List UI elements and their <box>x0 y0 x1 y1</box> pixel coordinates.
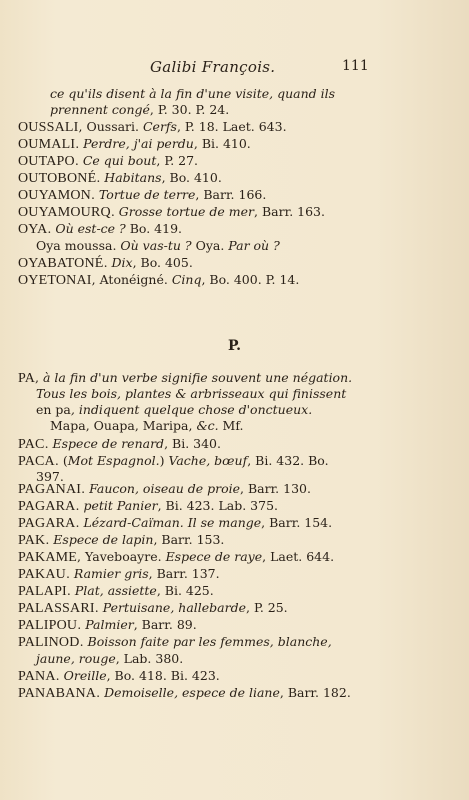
definition-text: Ramier gris <box>73 566 149 581</box>
reference-text: . <box>65 566 74 581</box>
headword: PAGARA <box>18 516 76 531</box>
reference-text: , Bo. 405. <box>132 255 193 270</box>
reference-text: , P. 25. <box>246 600 288 615</box>
reference-text: , Oussari. <box>78 119 143 134</box>
definition-text: Faucon, oiseau de proie <box>89 481 241 496</box>
headword: OUYAMOURQ <box>18 205 111 220</box>
reference-text: . <box>74 153 83 168</box>
entry-line <box>18 685 351 702</box>
definition-text: Palmier <box>85 617 134 632</box>
reference-text: . <box>55 668 64 683</box>
reference-text: , P. 18. Laet. 643. <box>176 119 287 134</box>
definition-text: Cerfs <box>142 119 177 134</box>
headword: PANA <box>18 669 56 684</box>
reference-text: , <box>35 370 43 385</box>
entry-line <box>18 583 214 600</box>
headword: PAC <box>18 437 45 452</box>
reference-text: , Barr. 89. <box>133 617 197 632</box>
entry-line <box>18 532 224 549</box>
reference-text: , P. 27. <box>156 153 199 168</box>
definition-text: Grosse tortue de mer <box>118 204 255 219</box>
reference-text: . <box>66 583 75 598</box>
reference-text: , Bi. 425. <box>156 583 214 598</box>
reference-text: . <box>79 634 88 649</box>
definition-text: Où vas-tu ? <box>120 238 192 253</box>
definition-text: Espece de renard <box>52 436 165 451</box>
reference-text: 397. <box>36 469 64 484</box>
definition-text: Demoiselle, espece de liane <box>104 685 280 700</box>
entry-line <box>50 86 335 102</box>
reference-text: . <box>94 600 103 615</box>
entry-line <box>18 255 193 272</box>
reference-text: . <box>103 255 112 270</box>
definition-text: Boisson faite par les femmes, blanche, <box>87 634 332 649</box>
reference-text: . <box>75 515 84 530</box>
reference-text: , Bi. 340. <box>164 436 221 451</box>
headword: PANABANA <box>18 686 97 701</box>
entry-line <box>36 651 183 667</box>
reference-text: Oya moussa. <box>36 238 121 253</box>
entry-line <box>36 402 312 418</box>
reference-text: , Barr. 130. <box>240 481 311 496</box>
reference-text: . <box>110 204 119 219</box>
entry-line <box>18 566 220 583</box>
running-header <box>0 58 469 80</box>
headword: PALAPI <box>18 584 67 599</box>
headword: OYA <box>18 222 48 237</box>
headword: PAKAU <box>18 567 66 582</box>
entry-line <box>18 136 251 153</box>
definition-text: Perdre, j'ai perdu <box>83 136 194 151</box>
definition-text: à la fin d'un verbe signifie souvent une négation. <box>42 370 353 385</box>
definition-text: Cinq <box>171 272 202 287</box>
definition-text: prennent congé <box>50 102 150 117</box>
reference-text: . <box>75 498 84 513</box>
reference-text: en pa <box>36 402 71 417</box>
headword: OUYAMON <box>18 188 91 203</box>
headword: PA <box>18 371 36 386</box>
definition-text: Dix <box>111 255 133 270</box>
entry-line <box>18 272 299 289</box>
headword: OUSSALI <box>18 120 79 135</box>
headword: PAGANAI <box>18 482 82 497</box>
headword: PAGARA <box>18 499 76 514</box>
definition-text: Ce qui bout <box>82 153 157 168</box>
entry-line <box>18 187 266 204</box>
entry-line <box>18 634 332 651</box>
reference-text: , Bo. 418. Bi. 423. <box>106 668 220 683</box>
reference-text: , Atonéigné. <box>91 272 172 287</box>
definition-text: Habitans <box>104 170 162 185</box>
headword: OUTOBONÉ <box>18 171 97 186</box>
entry-line <box>18 453 329 470</box>
definition-text: Tortue de terre <box>98 187 196 202</box>
reference-text: . <box>45 532 54 547</box>
entry-line <box>18 170 222 187</box>
reference-text: , Barr. 137. <box>148 566 220 581</box>
reference-text: , Bi. 423. Lab. 375. <box>157 498 278 513</box>
definition-text: Oreille <box>63 668 107 683</box>
definition-text: &c. <box>196 418 219 433</box>
entry-line <box>18 498 278 515</box>
entry-line <box>50 102 229 118</box>
definition-text: ce qu'ils disent à la fin d'une visite, quand ils <box>50 86 336 101</box>
entry-line <box>18 481 311 498</box>
entry-line <box>18 153 198 170</box>
section-heading: P. <box>227 338 242 354</box>
headword: PALIPOU <box>18 618 78 633</box>
reference-text: Mf. <box>218 418 244 433</box>
reference-text: , Bo. 400. P. 14. <box>201 272 300 287</box>
reference-text: , Barr. 163. <box>254 204 325 219</box>
headword: OUMALI <box>18 137 76 152</box>
header-title: Galibi François. <box>150 58 276 76</box>
definition-text: Vache, bœuf <box>168 453 248 468</box>
reference-text: . ( <box>54 453 68 468</box>
reference-text: , P. 30. P. 24. <box>149 102 230 117</box>
headword: OUTAPO <box>18 154 75 169</box>
entry-line <box>18 668 220 685</box>
reference-text: , Bo. 410. <box>161 170 222 185</box>
reference-text: . <box>75 136 84 151</box>
reference-text: Mapa, Ouapa, Maripa, <box>50 418 197 433</box>
reference-text: , Bi. 410. <box>193 136 251 151</box>
entry-line <box>18 515 332 532</box>
definition-text: Plat, assiette <box>74 583 157 598</box>
headword: OYABATONÉ <box>18 256 104 271</box>
definition-text: Par où ? <box>228 238 280 253</box>
entry-line <box>18 600 288 617</box>
definition-text: Tous les bois, plantes & arbrisseaux qui finissent <box>36 386 347 401</box>
headword: PALINOD <box>18 635 80 650</box>
entry-line <box>36 386 346 402</box>
reference-text: , Barr. 182. <box>279 685 351 700</box>
entry-line <box>18 370 352 387</box>
reference-text: . <box>47 221 56 236</box>
definition-text: Espece de raye <box>165 549 263 564</box>
definition-text: jaune, rouge <box>36 651 116 666</box>
reference-text: . <box>96 170 105 185</box>
definition-text: Mot Espagnol. <box>67 453 160 468</box>
headword: PAK <box>18 533 46 548</box>
reference-text: Oya. <box>191 238 229 253</box>
entry-line <box>18 549 334 566</box>
definition-text: Pertuisane, hallebarde <box>102 600 246 615</box>
reference-text: , Barr. 166. <box>195 187 267 202</box>
reference-text: . <box>77 617 86 632</box>
definition-text: Où est-ce ? <box>55 221 126 236</box>
entry-line <box>36 238 280 254</box>
definition-text: Lézard-Caïman. Il se mange <box>83 515 262 530</box>
reference-text: ) <box>159 453 169 468</box>
headword: OYETONAI <box>18 273 92 288</box>
reference-text: , Lab. 380. <box>115 651 184 666</box>
entry-line <box>18 436 221 453</box>
reference-text: Bo. 419. <box>125 221 182 236</box>
definition-text: , indiquent quelque chose d'onctueux. <box>70 402 313 417</box>
headword: PALASSARI <box>18 601 95 616</box>
reference-text: . <box>90 187 99 202</box>
page-number: 111 <box>342 58 369 74</box>
entry-line <box>18 204 325 221</box>
reference-text: , Barr. 154. <box>261 515 333 530</box>
entry-line <box>18 221 182 238</box>
reference-text: . <box>96 685 105 700</box>
reference-text: , Barr. 153. <box>153 532 225 547</box>
reference-text: , Laet. 644. <box>262 549 335 564</box>
entry-line <box>18 617 197 634</box>
headword: PACA <box>18 454 55 469</box>
headword: PAKAME <box>18 550 78 565</box>
definition-text: petit Panier <box>83 498 158 513</box>
reference-text: . <box>44 436 53 451</box>
entry-line <box>50 418 243 434</box>
entry-line <box>18 119 287 136</box>
reference-text: , Yaveboayre. <box>77 549 166 564</box>
definition-text: Espece de lapin <box>53 532 154 547</box>
reference-text: , Bi. 432. Bo. <box>247 453 329 468</box>
reference-text: . <box>81 481 90 496</box>
